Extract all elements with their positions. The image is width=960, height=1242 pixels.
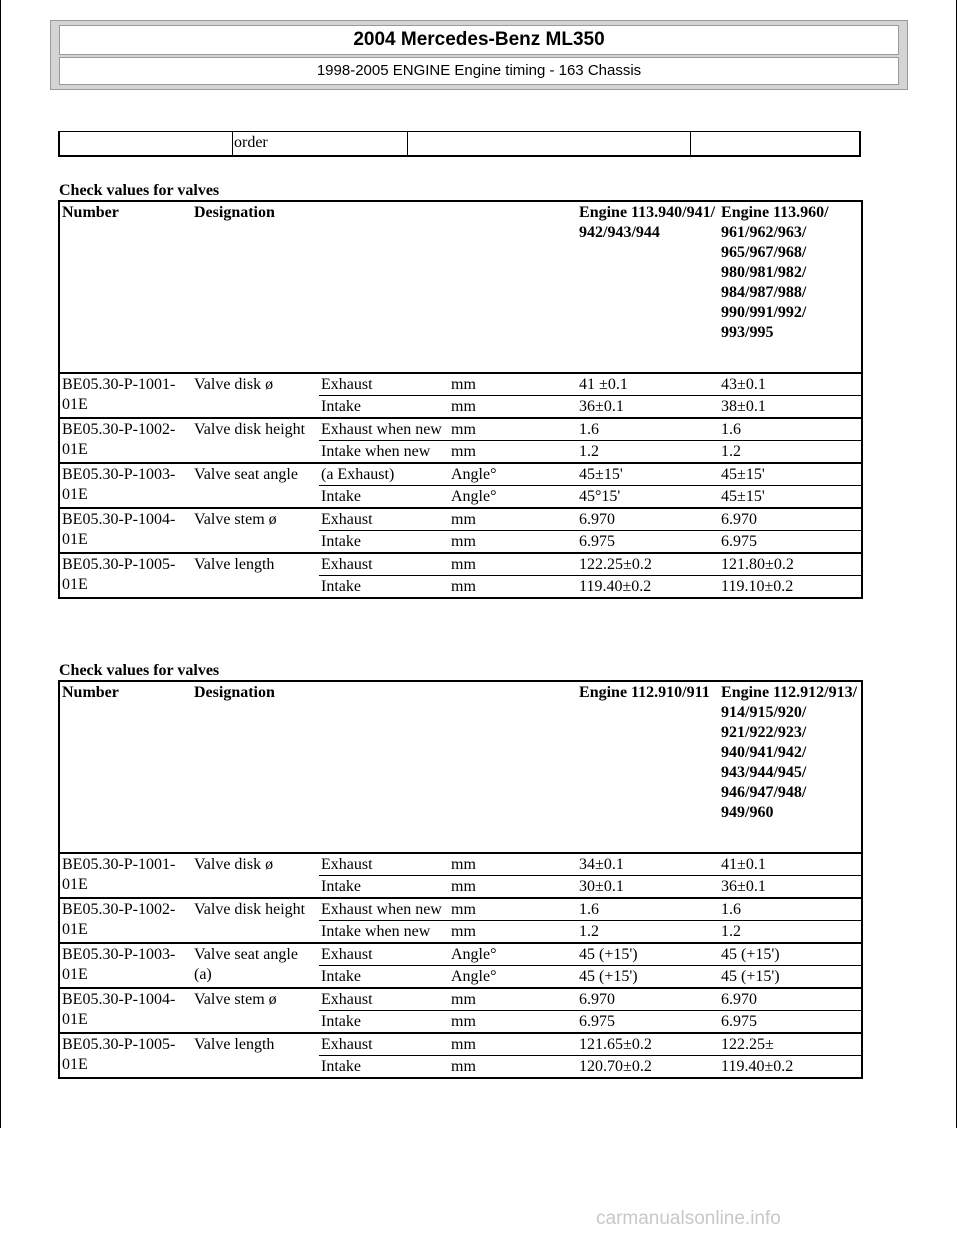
document-subtitle: 1998-2005 ENGINE Engine timing - 163 Chassis	[59, 57, 899, 85]
header-number: Number	[62, 684, 119, 701]
table-row	[59, 463, 862, 486]
unit: mm	[449, 373, 577, 396]
value-engine-a: 1.6	[577, 418, 719, 441]
value-engine-a: 45±15'	[577, 463, 719, 486]
previous-table-fragment	[58, 131, 861, 157]
part-number: BE05.30-P-1004-01E	[59, 508, 192, 553]
unit: mm	[451, 923, 476, 940]
value-engine-a: 30±0.1	[579, 878, 624, 895]
value-engine-a: 120.70±0.2	[579, 1058, 652, 1075]
part-number: BE05.30-P-1002-01E	[59, 898, 192, 943]
part-number: BE05.30-P-1003-01E	[59, 463, 192, 508]
unit: mm	[451, 578, 476, 595]
valve-type: Exhaust	[319, 853, 449, 876]
unit: mm	[449, 508, 577, 531]
value-engine-a: 1.2	[579, 443, 600, 460]
valve-type: Intake	[321, 878, 361, 895]
valve-type: Intake	[321, 398, 361, 415]
header-designation: Designation	[194, 684, 275, 701]
valve-type: (a Exhaust)	[319, 463, 449, 486]
value-engine-a: 36±0.1	[579, 398, 624, 415]
value-engine-b: 119.40±0.2	[721, 1058, 794, 1075]
part-number: BE05.30-P-1001-01E	[59, 853, 192, 898]
value-engine-b: 1.6	[719, 418, 862, 441]
valve-type: Intake	[321, 968, 361, 985]
table-row	[59, 853, 862, 876]
valve-type: Exhaust	[319, 1033, 449, 1056]
value-engine-a: 6.970	[577, 988, 719, 1011]
unit: Angle°	[449, 463, 577, 486]
unit: mm	[449, 418, 577, 441]
table-row	[59, 988, 862, 1011]
designation: Valve disk ø	[192, 853, 319, 898]
valve-type: Exhaust	[319, 508, 449, 531]
table-row	[59, 1033, 862, 1056]
valve-type: Intake	[321, 1058, 361, 1075]
value-engine-b: 45 (+15')	[721, 968, 780, 985]
unit: mm	[449, 988, 577, 1011]
designation: Valve seat angle (a)	[192, 943, 319, 988]
unit: Angle°	[449, 943, 577, 966]
unit: mm	[451, 398, 476, 415]
table-row	[59, 553, 862, 576]
document-header	[50, 20, 908, 90]
valve-type: Intake when new	[321, 443, 431, 460]
value-engine-a: 6.975	[579, 1013, 616, 1030]
unit: Angle°	[451, 968, 497, 985]
valve-type: Intake	[321, 533, 361, 550]
part-number: BE05.30-P-1003-01E	[59, 943, 192, 988]
table-row	[59, 898, 862, 921]
value-engine-a: 6.975	[579, 533, 616, 550]
part-number: BE05.30-P-1005-01E	[59, 1033, 192, 1078]
value-engine-a: 34±0.1	[577, 853, 719, 876]
value-engine-b: 121.80±0.2	[719, 553, 862, 576]
value-engine-b: 45±15'	[721, 488, 765, 505]
valve-type: Intake	[321, 1013, 361, 1030]
part-number: BE05.30-P-1004-01E	[59, 988, 192, 1033]
valve-type: Exhaust	[319, 553, 449, 576]
valve-type: Intake	[321, 578, 361, 595]
unit: mm	[451, 533, 476, 550]
designation: Valve stem ø	[192, 988, 319, 1033]
value-engine-a: 119.40±0.2	[579, 578, 652, 595]
valve-type: Intake when new	[321, 923, 431, 940]
table2-title: Check values for valves	[59, 662, 220, 679]
value-engine-a: 6.970	[577, 508, 719, 531]
valve-type: Intake	[321, 488, 361, 505]
unit: mm	[451, 878, 476, 895]
value-engine-a: 1.6	[577, 898, 719, 921]
valve-type: Exhaust when new	[319, 898, 449, 921]
designation: Valve disk ø	[192, 373, 319, 418]
unit: mm	[449, 853, 577, 876]
value-engine-b: 41±0.1	[719, 853, 862, 876]
valve-type: Exhaust	[319, 988, 449, 1011]
header-engine-a: Engine 113.940/941/ 942/943/944	[579, 204, 716, 241]
value-engine-a: 45 (+15')	[579, 968, 638, 985]
value-engine-b: 6.970	[719, 988, 862, 1011]
value-engine-b: 1.2	[721, 443, 742, 460]
table-row	[59, 943, 862, 966]
value-engine-b: 122.25±	[719, 1033, 862, 1056]
header-number: Number	[62, 204, 119, 221]
valve-type: Exhaust	[319, 943, 449, 966]
fragment-text: order	[234, 134, 268, 151]
table-row	[59, 418, 862, 441]
header-engine-b: Engine 113.960/ 961/962/963/ 965/967/968/ 980/981/982/ 984/987/988/ 990/991/992/ 993/995	[721, 204, 829, 341]
watermark: carmanualsonline.info	[596, 1208, 781, 1229]
valve-type: Exhaust	[319, 373, 449, 396]
value-engine-b: 45 (+15')	[719, 943, 862, 966]
designation: Valve stem ø	[192, 508, 319, 553]
unit: mm	[449, 898, 577, 921]
value-engine-a: 1.2	[579, 923, 600, 940]
valve-check-table-1	[58, 200, 863, 599]
part-number: BE05.30-P-1005-01E	[59, 553, 192, 598]
value-engine-b: 36±0.1	[721, 878, 766, 895]
value-engine-b: 45±15'	[719, 463, 862, 486]
value-engine-a: 122.25±0.2	[577, 553, 719, 576]
unit: mm	[451, 1013, 476, 1030]
valve-type: Exhaust when new	[319, 418, 449, 441]
value-engine-b: 43±0.1	[719, 373, 862, 396]
value-engine-b: 119.10±0.2	[721, 578, 794, 595]
value-engine-b: 1.6	[719, 898, 862, 921]
value-engine-b: 6.975	[721, 1013, 758, 1030]
header-engine-a: Engine 112.910/911	[579, 684, 710, 701]
designation: Valve length	[192, 553, 319, 598]
header-designation: Designation	[194, 204, 275, 221]
table1-title: Check values for valves	[59, 182, 220, 199]
unit: Angle°	[451, 488, 497, 505]
part-number: BE05.30-P-1001-01E	[59, 373, 192, 418]
unit: mm	[449, 1033, 577, 1056]
unit: mm	[449, 553, 577, 576]
header-engine-b: Engine 112.912/913/ 914/915/920/ 921/922/923/ 940/941/942/ 943/944/945/ 946/947/948/ 949/960	[721, 684, 858, 821]
value-engine-b: 6.975	[721, 533, 758, 550]
designation: Valve length	[192, 1033, 319, 1078]
value-engine-b: 38±0.1	[721, 398, 766, 415]
part-number: BE05.30-P-1002-01E	[59, 418, 192, 463]
table-row	[59, 508, 862, 531]
designation: Valve disk height	[192, 898, 319, 943]
valve-check-table-2	[58, 680, 863, 1079]
value-engine-b: 6.970	[719, 508, 862, 531]
designation: Valve disk height	[192, 418, 319, 463]
value-engine-b: 1.2	[721, 923, 742, 940]
value-engine-a: 41 ±0.1	[577, 373, 719, 396]
table-header-row	[59, 681, 862, 853]
value-engine-a: 45°15'	[579, 488, 621, 505]
unit: mm	[451, 443, 476, 460]
table-row	[59, 373, 862, 396]
unit: mm	[451, 1058, 476, 1075]
designation: Valve seat angle	[192, 463, 319, 508]
value-engine-a: 121.65±0.2	[577, 1033, 719, 1056]
value-engine-a: 45 (+15')	[577, 943, 719, 966]
document-title: 2004 Mercedes-Benz ML350	[59, 25, 899, 55]
table-header-row	[59, 201, 862, 373]
